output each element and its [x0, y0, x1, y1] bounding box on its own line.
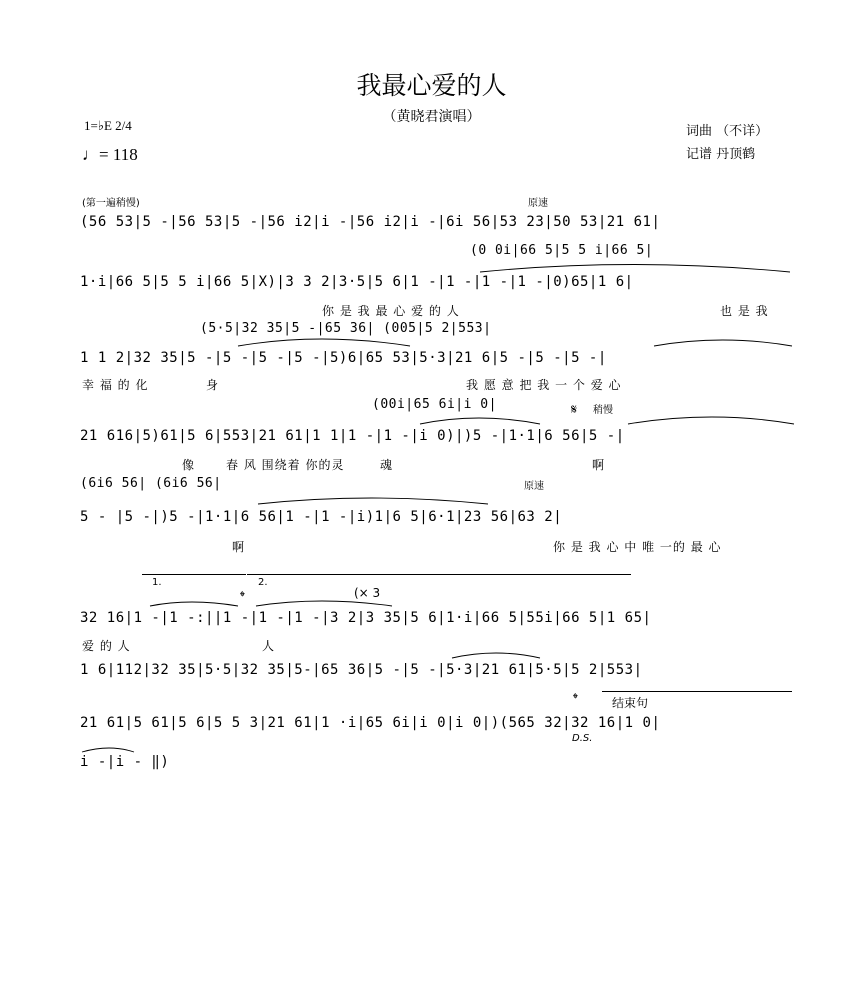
tempo-marking: ♩= 118: [82, 145, 138, 164]
lyric-row-4b: 你 是 我 心 中 唯 一的 最 心: [553, 540, 722, 554]
first-ending-label: 1.: [152, 577, 162, 588]
lyric-row-5b: 人: [262, 639, 276, 653]
performer-subtitle: （黄晓君演唱）: [382, 109, 481, 125]
notation-line-6: 32 16|1 -|1 -:||1 -|1 -|1 -|3 2|3 35|5 6|1·i|66 5|55i|66 5|1 65|: [80, 610, 652, 626]
slur-line-6b: [256, 601, 392, 606]
notation-accompaniment-2: (5·5|32 35|5 -|65 36| (005|5 2|553|: [200, 321, 492, 336]
first-slow-mark: (第一遍稍慢): [82, 198, 140, 209]
repeat-times-mark: (× 3: [354, 586, 381, 600]
notation-line-4: 21 616|5)61|5 6|553|21 61|1 1|1 -|1 -|i 0)|)5 -|1·1|6 56|5 -|: [80, 428, 625, 444]
slur-line-4: [420, 418, 540, 424]
slur-line-7: [452, 653, 540, 658]
slur-line-3b: [654, 340, 792, 346]
second-ending-label: 2.: [258, 577, 268, 588]
lyric-row-3d: 啊: [592, 458, 606, 472]
coda-icon: 𝄌: [240, 589, 245, 605]
lyric-row-1b: 也 是 我: [720, 304, 769, 318]
ds-mark: D.S.: [572, 733, 593, 744]
notation-line-2: 1·i|66 5|5 5 i|66 5|X)|3 3 2|3·5|5 6|1 -|1 -|1 -|1 -|0)65|1 6|: [80, 274, 634, 290]
coda-icon-2: 𝄌: [573, 691, 578, 707]
lyric-row-5a: 爱 的 人: [82, 639, 131, 653]
key-signature: 1=♭E 2/4: [84, 118, 132, 133]
lyric-row-3c: 魂: [380, 458, 394, 472]
lyric-row-4a: 啊: [232, 540, 246, 554]
slur-line-9: [82, 748, 134, 752]
notation-accompaniment-4: (6i6 56| (6i6 56|: [80, 476, 222, 491]
credit-lyrics-music: 词曲 （不详）: [686, 124, 769, 139]
page-title: 我最心爱的人: [356, 71, 507, 100]
notation-accompaniment-1: (0 0i|66 5|5 5 i|66 5|: [470, 243, 654, 258]
segno-icon: 𝄋: [571, 402, 578, 418]
lyric-row-2a: 幸 福 的 化: [82, 378, 149, 392]
notation-line-5: 5 - |5 -|)5 -|1·1|6 56|1 -|1 -|i)1|6 5|6·1|23 56|63 2|: [80, 509, 563, 525]
notation-line-3: 1 1 2|32 35|5 -|5 -|5 -|5 -|5)6|65 53|5·3|21 6|5 -|5 -|5 -|: [80, 350, 607, 366]
credit-transcriber: 记谱 丹顶鹤: [686, 147, 756, 162]
ending-phrase-label: 结束句: [612, 696, 649, 710]
lyric-row-2b: 身: [206, 378, 220, 392]
lyric-row-2c: 我 愿 意 把 我 一 个 爱 心: [466, 378, 622, 392]
slur-line-6a: [150, 602, 238, 606]
first-ending-bracket: [142, 574, 246, 575]
ending-phrase-bracket: [602, 691, 792, 692]
notation-accompaniment-3: (00i|65 6i|i 0|: [372, 397, 497, 412]
original-speed-mark-1: 原速: [528, 198, 548, 209]
original-speed-mark-2: 原速: [524, 481, 544, 492]
notation-line-7: 1 6|112|32 35|5·5|32 35|5-|65 36|5 -|5 -|5·3|21 61|5·5|5 2|553|: [80, 662, 643, 678]
notation-line-1: (56 53|5 -|56 53|5 -|56 i2|i -|56 i2|i -|6i 56|53 23|50 53|21 61|: [80, 214, 661, 230]
slur-line-5: [258, 498, 488, 504]
slightly-slow-mark: 稍慢: [593, 405, 613, 416]
slur-line-3: [238, 339, 410, 346]
slur-line-2: [480, 265, 790, 273]
second-ending-bracket: [247, 574, 631, 575]
notation-line-9: i -|i - ‖): [80, 754, 170, 770]
lyric-row-1: 你 是 我 最 心 爱 的 人: [322, 304, 460, 318]
lyric-row-3a: 像: [182, 458, 196, 472]
notation-line-8: 21 61|5 61|5 6|5 5 3|21 61|1 ·i|65 6i|i 0|i 0|)(565 32|32 16|1 0|: [80, 715, 661, 731]
lyric-row-3b: 春 风 围绕着 你的灵: [226, 458, 345, 472]
slur-line-4b: [628, 417, 794, 424]
